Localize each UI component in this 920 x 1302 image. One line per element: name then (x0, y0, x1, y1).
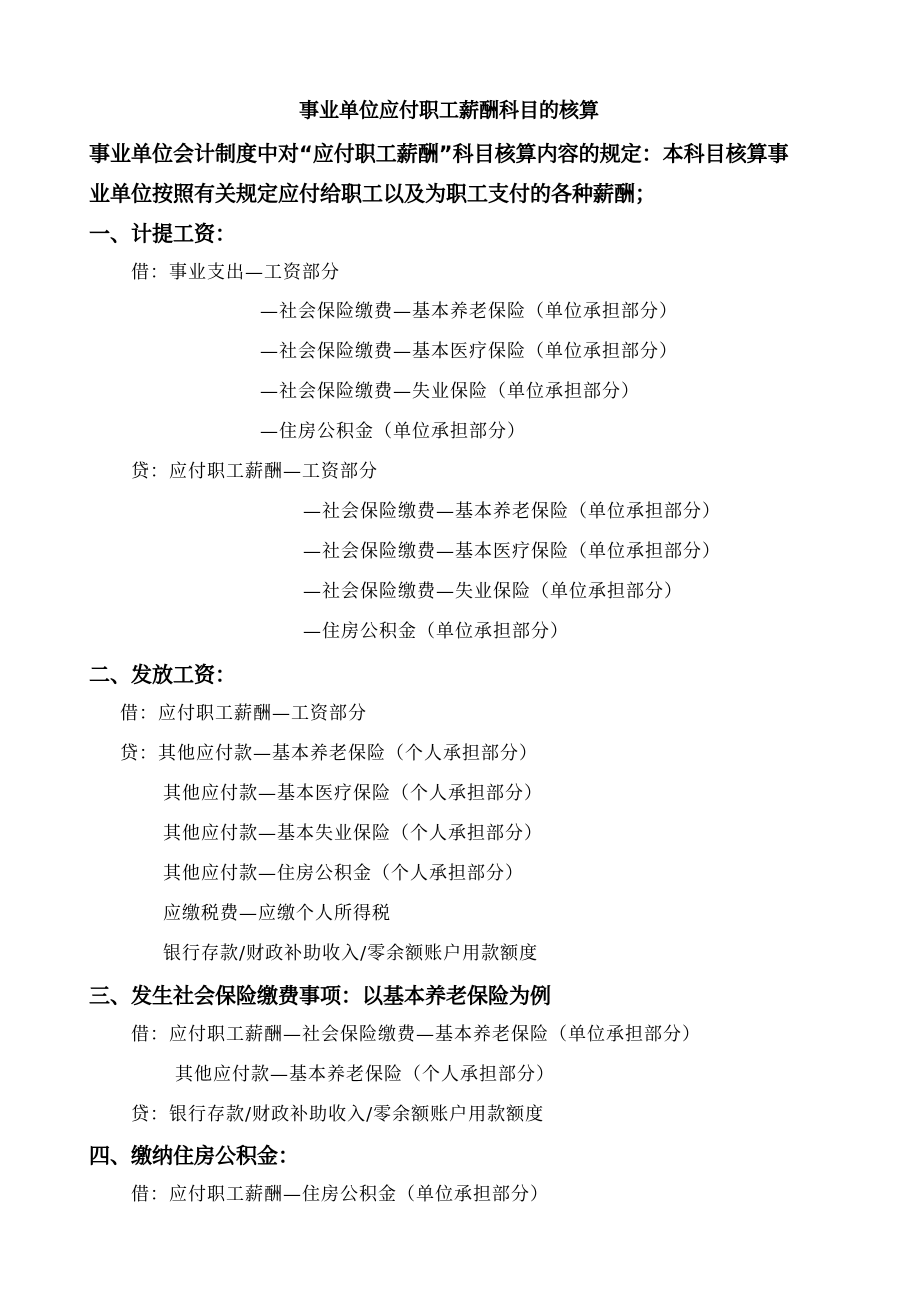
entry-line: 其他应付款—住房公积金（个人承担部分） (163, 863, 524, 884)
entry-line: 应缴税费—应缴个人所得税 (163, 903, 391, 924)
entry-line: 其他应付款—基本医疗保险（个人承担部分） (163, 783, 543, 804)
intro-line-1: 事业单位会计制度中对“应付职工薪酬”科目核算内容的规定：本科目核算事 (89, 142, 789, 166)
entry-line: —社会保险缴费—基本养老保险（单位承担部分） (303, 501, 721, 522)
entry-line: 银行存款/财政补助收入/零余额账户用款额度 (163, 943, 539, 964)
document-title: 事业单位应付职工薪酬科目的核算 (299, 98, 599, 122)
entry-line: —住房公积金（单位承担部分） (303, 621, 569, 642)
entry-line: 借：事业支出—工资部分 (131, 262, 340, 283)
section-heading-3: 三、发生社会保险缴费事项：以基本养老保险为例 (89, 984, 551, 1008)
entry-line: 贷：银行存款/财政补助收入/零余额账户用款额度 (131, 1104, 545, 1125)
entry-line: —社会保险缴费—失业保险（单位承担部分） (260, 381, 640, 402)
section-heading-1: 一、计提工资： (89, 222, 236, 246)
entry-line: —住房公积金（单位承担部分） (260, 421, 526, 442)
entry-line: 借：应付职工薪酬—住房公积金（单位承担部分） (131, 1184, 549, 1205)
entry-line: 借：应付职工薪酬—工资部分 (120, 703, 367, 724)
entry-line: 其他应付款—基本失业保险（个人承担部分） (163, 823, 543, 844)
section-heading-2: 二、发放工资： (89, 663, 236, 687)
entry-line: —社会保险缴费—基本医疗保险（单位承担部分） (303, 541, 721, 562)
entry-line: 贷：其他应付款—基本养老保险（个人承担部分） (120, 743, 538, 764)
entry-line: —社会保险缴费—基本养老保险（单位承担部分） (260, 301, 678, 322)
intro-line-2: 业单位按照有关规定应付给职工以及为职工支付的各种薪酬； (89, 182, 656, 206)
section-heading-4: 四、缴纳住房公积金： (89, 1144, 299, 1168)
entry-line: —社会保险缴费—基本医疗保险（单位承担部分） (260, 341, 678, 362)
entry-line: 其他应付款—基本养老保险（个人承担部分） (175, 1064, 555, 1085)
entry-line: 贷：应付职工薪酬—工资部分 (131, 461, 378, 482)
entry-line: —社会保险缴费—失业保险（单位承担部分） (303, 581, 683, 602)
entry-line: 借：应付职工薪酬—社会保险缴费—基本养老保险（单位承担部分） (131, 1024, 701, 1045)
